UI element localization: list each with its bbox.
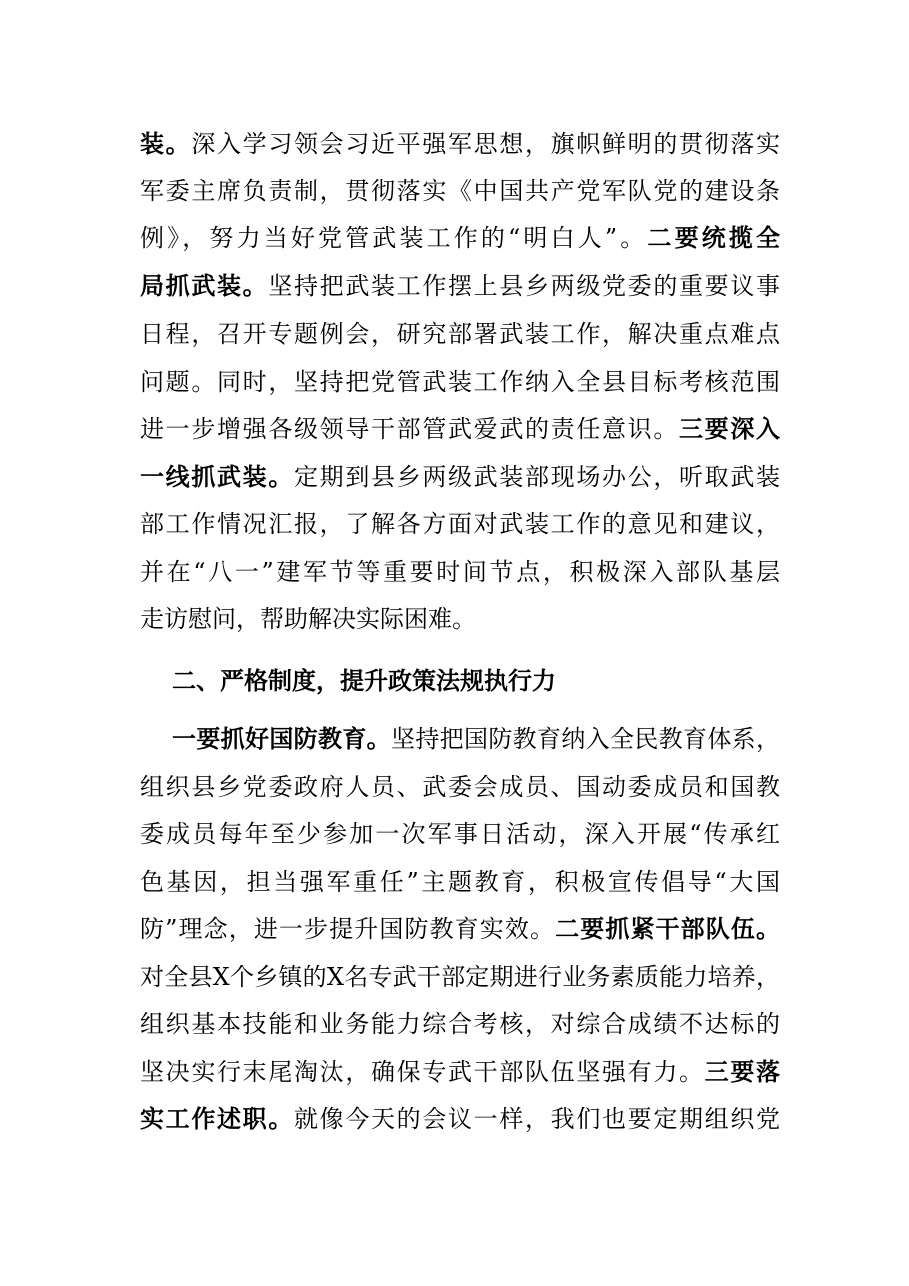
body-text: 坚决实行末尾淘汰，确保专武干部队伍坚强有力。 — [140, 1058, 705, 1086]
bold-heading: 局抓武装。 — [140, 271, 269, 300]
section-title: 二、严格制度，提升政策法规执行力 — [172, 666, 556, 695]
text-line-19 — [140, 1008, 780, 1040]
text-line-4 — [140, 270, 780, 302]
text-line-2 — [140, 175, 780, 207]
text-line-14 — [140, 771, 780, 803]
text-line-13 — [172, 723, 780, 755]
bold-heading: 一要抓好国防教育。 — [172, 724, 391, 753]
body-text: 走访慰问，帮助解决实际困难。 — [140, 605, 476, 633]
body-text: 并在“八一”建军节等重要时间节点，积极深入部队基层 — [140, 558, 780, 586]
body-text: 防”理念，进一步提升国防教育实效。 — [140, 915, 556, 943]
bold-heading: 三要落 — [704, 1057, 781, 1086]
body-text: 就像今天的会议一样，我们也要定期组织党 — [294, 1105, 780, 1133]
text-line-20 — [140, 1056, 780, 1088]
bold-heading: 实工作述职。 — [140, 1104, 294, 1133]
body-text: 深入学习领会习近平强军思想，旗帜鲜明的贯彻落实 — [191, 130, 781, 158]
bold-heading: 二要统揽全 — [647, 223, 780, 252]
text-line-16 — [140, 866, 780, 898]
body-text: 部工作情况汇报，了解各方面对武装工作的意见和建议， — [140, 510, 780, 538]
body-text: 例》，努力当好党管武装工作的“明白人”。 — [140, 224, 648, 252]
body-text: 定期到县乡两级武装部现场办公，听取武装 — [294, 463, 780, 491]
body-text: 坚持把国防教育纳入全民教育体系， — [391, 725, 780, 753]
text-line-21 — [140, 1103, 780, 1135]
bold-heading: 装。 — [140, 129, 192, 158]
body-text: 委成员每年至少参加一次军事日活动，深入开展“传承红 — [140, 820, 780, 848]
body-text: 组织基本技能和业务能力综合考核，对综合成绩不达标的 — [140, 1010, 780, 1038]
bold-heading: 三要深入 — [679, 414, 780, 443]
text-line-17 — [140, 913, 780, 945]
body-text: 组织县乡党委政府人员、武委会成员、国动委成员和国教 — [140, 773, 780, 801]
text-line-7 — [140, 413, 780, 445]
text-line-8 — [140, 461, 780, 493]
text-line-11 — [140, 603, 780, 635]
bold-heading: 一线抓武装。 — [140, 462, 294, 491]
text-line-3 — [140, 222, 780, 254]
body-text: 坚持把武装工作摆上县乡两级党委的重要议事 — [268, 272, 781, 300]
body-text: 军委主席负责制，贯彻落实《中国共产党军队党的建设条 — [140, 177, 780, 205]
text-line-1 — [140, 128, 780, 160]
body-text: 对全县X个乡镇的X名专武干部定期进行业务素质能力培养， — [140, 963, 780, 991]
text-line-6 — [140, 366, 780, 398]
text-line-18 — [140, 961, 780, 993]
text-line-9 — [140, 508, 780, 540]
body-text: 问题。同时，坚持把党管武装工作纳入全县目标考核范围 — [140, 368, 780, 396]
section-heading — [172, 665, 780, 697]
text-line-15 — [140, 818, 780, 850]
body-text: 进一步增强各级领导干部管武爱武的责任意识。 — [140, 415, 679, 443]
body-text: 日程，召开专题例会，研究部署武装工作，解决重点难点 — [140, 320, 780, 348]
text-line-5 — [140, 318, 780, 350]
bold-heading: 二要抓紧干部队伍。 — [555, 914, 780, 943]
body-text: 色基因，担当强军重任”主题教育，积极宣传倡导“大国 — [140, 868, 780, 896]
text-line-10 — [140, 556, 780, 588]
